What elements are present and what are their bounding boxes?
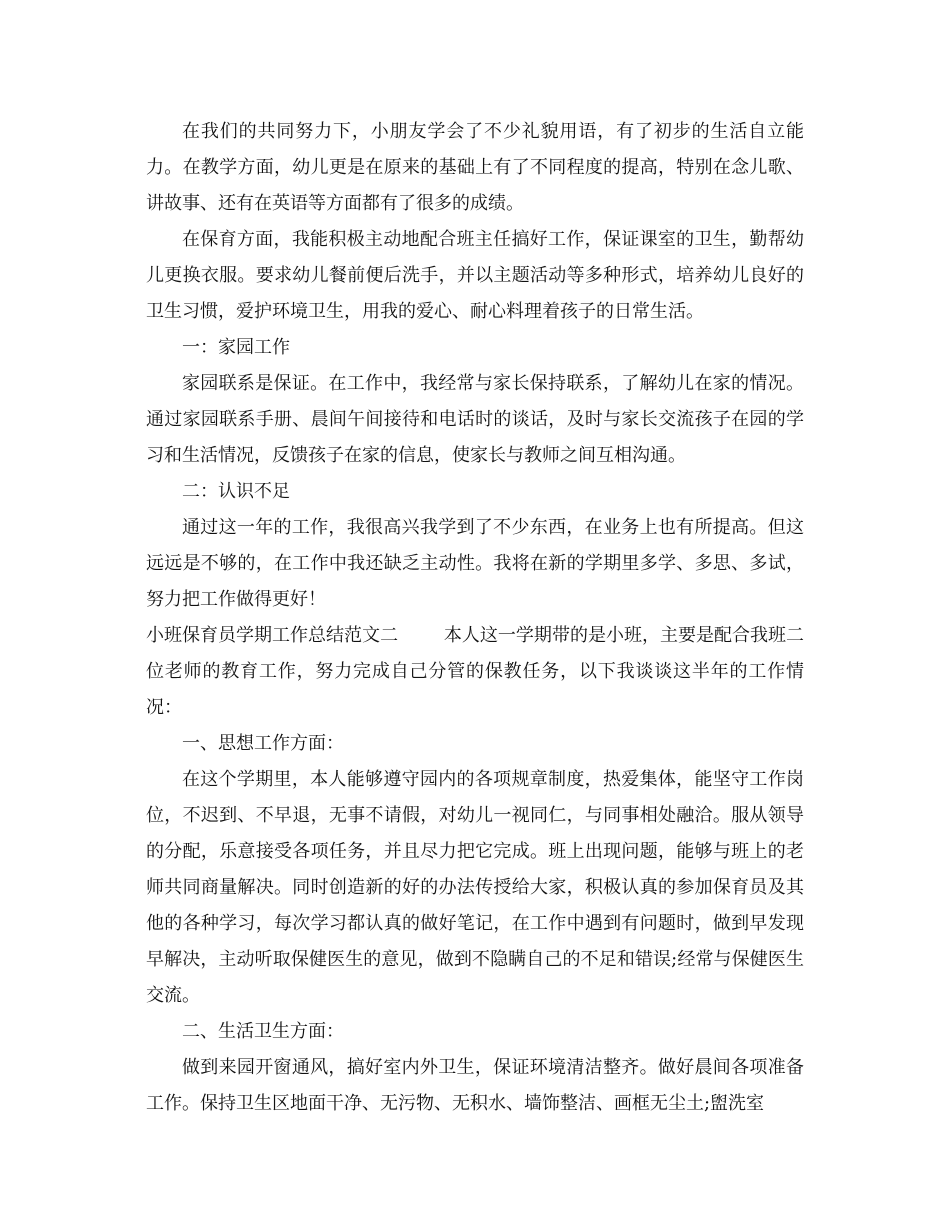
paragraph-1: 在我们的共同努力下，小朋友学会了不少礼貌用语，有了初步的生活自立能力。在教学方面，幼儿更是在原来的基础上有了不同程度的提高，特别在念儿歌、讲故事、还有在英语等方面都有了很多的成绩。 — [146, 121, 804, 214]
document-title: 小班保育员学期工作总结范文二 — [146, 625, 399, 646]
paragraph-4: 通过这一年的工作，我很高兴我学到了不少东西，在业务上也有所提高。但这远远是不够的，在工作中我还缺乏主动性。我将在新的学期里多学、多思、多试，努力把工作做得更好！ — [146, 517, 804, 610]
paragraph-3: 家园联系是保证。在工作中，我经常与家长保持联系，了解幼儿在家的情况。通过家园联系手册、晨间午间接待和电话时的谈话，及时与家长交流孩子在园的学习和生活情况，反馈孩子在家的信息，使家长与教师之间互相沟通。 — [146, 373, 804, 466]
paragraph-2: 在保育方面，我能积极主动地配合班主任搞好工作，保证课室的卫生，勤帮幼儿更换衣服。要求幼儿餐前便后洗手，并以主题活动等多种形式，培养幼儿良好的卫生习惯，爱护环境卫生，用我的爱心、耐心料理着孩子的日常生活。 — [146, 229, 804, 322]
paragraph-6: 在这个学期里，本人能够遵守园内的各项规章制度，热爱集体，能坚守工作岗位，不迟到、不早退，无事不请假，对幼儿一视同仁，与同事相处融洽。服从领导的分配，乐意接受各项任务，并且尽力把它完成。班上出现问题，能够与班上的老师共同商量解决。同时创造新的好的办法传授给大家，积极认真的参加保育员及其他的各种学习，每次学习都认真的做好笔记，在工作中遇到有问题时，做到早发现早解决，主动听取保健医生的意见，做到不隐瞒自己的不足和错误;经常与保健医生交流。 — [146, 769, 804, 1006]
section-heading-4: 二、生活卫生方面： — [182, 1021, 344, 1042]
section-heading-2: 二：认识不足 — [182, 481, 290, 502]
section-heading-1: 一：家园工作 — [182, 337, 290, 358]
paragraph-5 — [146, 618, 804, 726]
paragraph-7: 做到来园开窗通风，搞好室内外卫生，保证环境清洁整齐。做好晨间各项准备工作。保持卫生区地面干净、无污物、无积水、墙饰整洁、画框无尘土;盥洗室 — [146, 1057, 804, 1114]
section-heading-3: 一、思想工作方面： — [182, 733, 344, 754]
paragraph-5-body: 本人这一学期带的是小班，主要是配合我班二位老师的教育工作，努力完成自己分管的保教任务，以下我谈谈这半年的工作情况： — [146, 625, 805, 718]
